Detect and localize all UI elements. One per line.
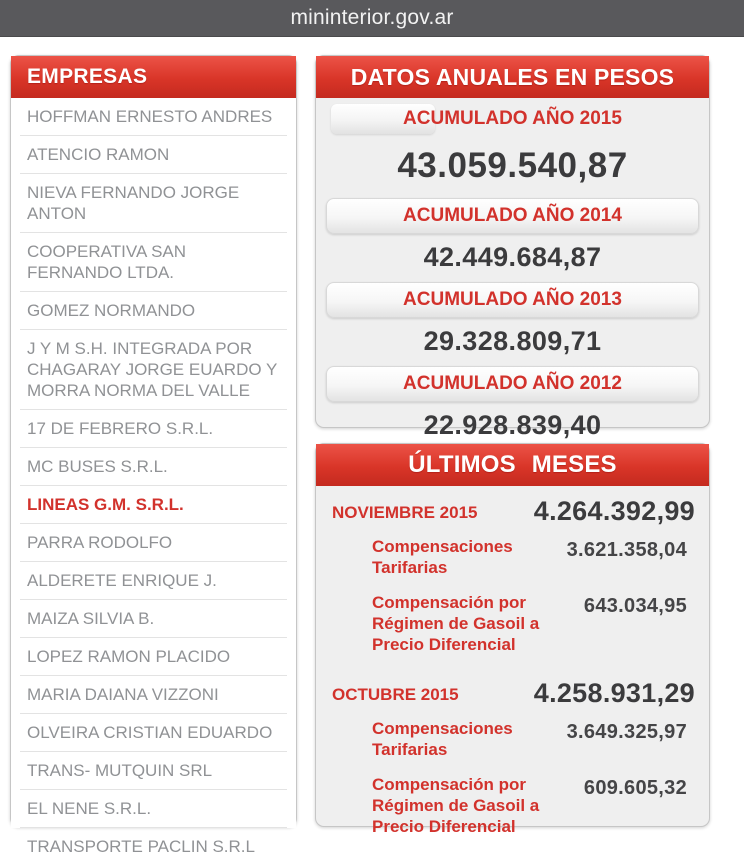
breakdown-label: Compensaciones Tarifarias <box>372 537 513 577</box>
company-item[interactable]: OLVEIRA CRISTIAN EDUARDO <box>20 714 287 752</box>
company-item[interactable]: ATENCIO RAMON <box>20 136 287 174</box>
company-item-selected[interactable]: LINEAS G.M. S.R.L. <box>20 486 287 524</box>
company-item[interactable]: EL NENE S.R.L. <box>20 790 287 828</box>
acumulado-2015-value: 43.059.540,87 <box>397 146 628 185</box>
ultimos-meses-title: ÚLTIMOS MESES <box>408 451 617 478</box>
month-total-row <box>316 494 709 529</box>
site-url: mininterior.gov.ar <box>290 6 454 29</box>
acumulado-2015-label: ACUMULADO AÑO 2015 <box>403 108 622 129</box>
acumulado-2013-value: 29.328.809,71 <box>423 326 602 356</box>
ultimos-meses-panel <box>315 443 710 836</box>
month-group-noviembre <box>316 494 709 662</box>
month-total-value: 4.258.931,29 <box>533 678 695 708</box>
datos-anuales-body <box>316 98 709 460</box>
company-item[interactable]: MAIZA SILVIA B. <box>20 600 287 638</box>
datos-anuales-header <box>316 56 709 98</box>
month-total-row <box>316 676 709 711</box>
browser-titlebar <box>0 0 744 37</box>
breakdown-label: Compensaciones Tarifarias <box>372 719 513 759</box>
acumulado-2015-row <box>326 101 699 137</box>
breakdown-value: 609.605,32 <box>583 777 687 799</box>
acumulado-2013-label: ACUMULADO AÑO 2013 <box>326 282 699 318</box>
company-item[interactable]: TRANSPORTE PACLIN S.R.L <box>27 837 255 856</box>
acumulado-2012-label: ACUMULADO AÑO 2012 <box>326 366 699 402</box>
month-total-value: 4.264.392,99 <box>533 496 695 526</box>
breakdown-label: Compensación por Régimen de Gasoil a Precio Diferencial <box>372 775 540 836</box>
breakdown-value: 3.649.325,97 <box>566 721 687 743</box>
month-label: OCTUBRE 2015 <box>332 685 459 704</box>
company-item[interactable]: J Y M S.H. INTEGRADA POR CHAGARAY JORGE EUARDO Y MORRA NORMA DEL VALLE <box>20 330 287 410</box>
company-item[interactable]: MARIA DAIANA VIZZONI <box>20 676 287 714</box>
breakdown-row <box>316 711 709 767</box>
breakdown-label: Compensación por Régimen de Gasoil a Precio Diferencial <box>372 593 540 654</box>
company-item[interactable]: PARRA RODOLFO <box>20 524 287 562</box>
company-item[interactable]: GOMEZ NORMANDO <box>20 292 287 330</box>
breakdown-row <box>316 767 709 844</box>
company-item[interactable]: COOPERATIVA SAN FERNANDO LTDA. <box>20 233 287 292</box>
company-item[interactable]: NIEVA FERNANDO JORGE ANTON <box>20 174 287 233</box>
acumulado-2014-label: ACUMULADO AÑO 2014 <box>326 198 699 234</box>
empresas-header <box>11 56 296 98</box>
company-item[interactable]: ALDERETE ENRIQUE J. <box>20 562 287 600</box>
month-group-octubre <box>316 676 709 844</box>
company-item[interactable]: TRANS- MUTQUIN SRL <box>20 752 287 790</box>
datos-anuales-panel <box>315 55 710 440</box>
breakdown-value: 643.034,95 <box>583 595 687 617</box>
acumulado-2012-value: 22.928.839,40 <box>423 410 602 440</box>
empresas-panel <box>10 55 297 856</box>
breakdown-value: 3.621.358,04 <box>566 539 687 561</box>
breakdown-row <box>316 585 709 662</box>
company-item[interactable]: MC BUSES S.R.L. <box>20 448 287 486</box>
datos-anuales-title: DATOS ANUALES EN PESOS <box>350 63 675 90</box>
page-layout <box>0 37 744 856</box>
company-item[interactable]: LOPEZ RAMON PLACIDO <box>20 638 287 676</box>
company-item[interactable]: 17 DE FEBRERO S.R.L. <box>20 410 287 448</box>
acumulado-2014-value: 42.449.684,87 <box>423 242 602 272</box>
ultimos-meses-header <box>316 444 709 486</box>
company-list <box>11 98 296 856</box>
left-column <box>10 55 297 856</box>
empresas-title: EMPRESAS <box>27 65 148 88</box>
company-item[interactable]: HOFFMAN ERNESTO ANDRES <box>20 98 287 136</box>
ultimos-meses-body <box>316 486 709 854</box>
breakdown-row <box>316 529 709 585</box>
month-label: NOVIEMBRE 2015 <box>332 503 478 522</box>
right-column <box>315 55 710 836</box>
